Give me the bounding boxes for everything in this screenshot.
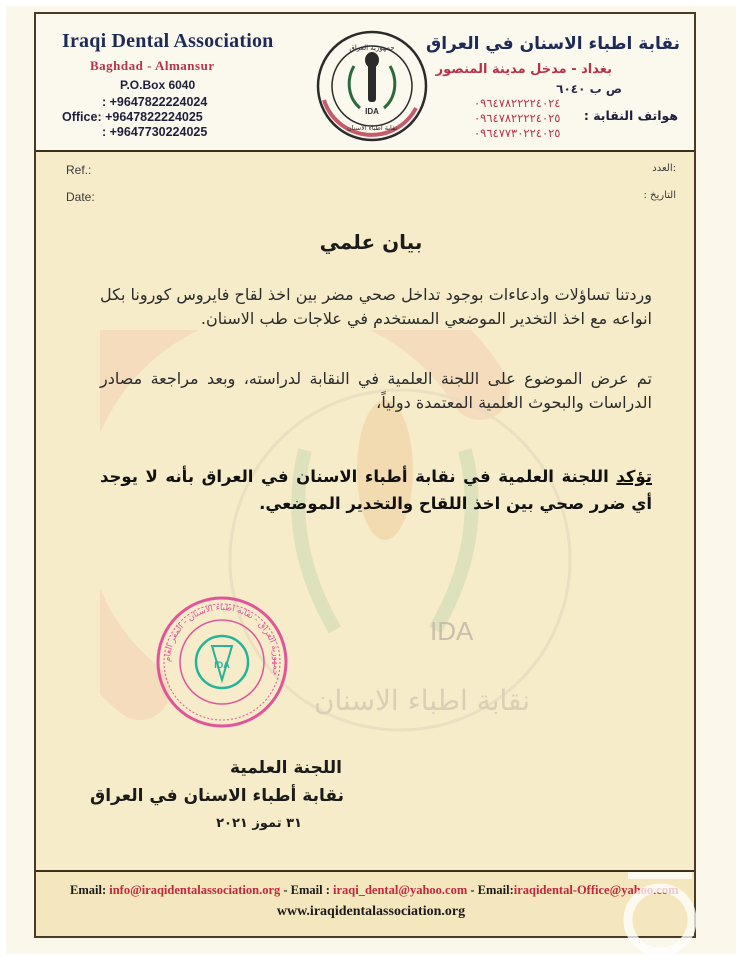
footer-divider <box>36 870 694 872</box>
paragraph-3 <box>100 463 652 517</box>
footer-emails <box>70 883 679 898</box>
signature-org: نقابة أطباء الاسنان في العراق <box>90 786 344 806</box>
phone-ar-3: ٠٩٦٤٧٧٣٠٢٢٤٠٢٥ <box>474 126 561 140</box>
email-separator: - Email: <box>467 883 514 897</box>
org-city-en: Baghdad - Almansur <box>90 58 215 73</box>
email-link-info[interactable]: info@iraqidentalassociation.org <box>109 883 281 897</box>
signature-date: ٣١ تموز ٢٠٢١ <box>216 816 302 831</box>
phone-row-3 <box>102 125 207 139</box>
paragraph-2: تم عرض الموضوع على اللجنة العلمية في النقابة لدراسته، وبعد مراجعة مصادر الدراسات والبحوث العلمية المعتمدة دولياً، <box>100 369 652 412</box>
emphasis-word: تؤكد <box>616 467 652 486</box>
phone-number: : +9647822224024 <box>102 95 208 109</box>
header-divider <box>36 150 694 152</box>
phone-row-1 <box>102 95 207 109</box>
org-name-en: Iraqi Dental Association <box>62 30 274 52</box>
footer-website[interactable]: www.iraqidentalassociation.org <box>276 904 466 919</box>
date-label-ar: التاريخ : <box>643 190 676 201</box>
org-city-ar: بغداد - مدخل مدينة المنصور <box>435 62 612 77</box>
association-logo <box>316 30 428 142</box>
logo-center-text: IDA <box>365 107 379 116</box>
email-label: Email: <box>70 883 110 897</box>
email-link-office[interactable]: iraqidental-Office@yahoo.com <box>513 883 679 897</box>
phone-ar-1: ٠٩٦٤٧٨٢٢٢٢٤٠٢٤ <box>474 96 561 110</box>
ref-label-ar: :العدد <box>652 163 676 174</box>
phone-number: : +9647822224025 <box>97 110 203 124</box>
logo-bottom-text: نقابة اطباء الاسنان <box>346 124 398 132</box>
paragraph-1: وردتنا تساؤلات وادعاءات بوجود تداخل صحي مضر بين اخذ لقاح فايروس كورونا بكل انواعه مع اخذ التخدير الموضعي المستخدم في علاجات طب الاسنان. <box>100 285 652 328</box>
org-pobox-ar: ص ب ٦٠٤٠ <box>556 82 622 96</box>
ref-label: Ref.: <box>66 163 92 177</box>
corner-watermark <box>600 850 730 960</box>
email-link-yahoo[interactable]: iraqi_dental@yahoo.com <box>333 883 468 897</box>
watermark-center-text: IDA <box>430 616 474 646</box>
phone-label: Office <box>62 110 98 124</box>
stamp-center-text: IDA <box>214 660 230 670</box>
email-separator: - Email : <box>280 883 334 897</box>
paragraph-3-text: اللجنة العلمية في نقابة أطباء الاسنان في العراق بأنه لا يوجد أي ضرر صحي بين اخذ اللقاح والتخدير الموضعي. <box>100 467 652 513</box>
org-pobox-en: P.O.Box 6040 <box>120 78 196 92</box>
stamp-outer-text: جمهورية العراق - نقابة اطباء الاسنان - المقر العام <box>162 602 282 677</box>
official-stamp <box>154 594 290 730</box>
phone-number: : +9647730224025 <box>102 125 208 139</box>
date-label: Date: <box>66 190 95 204</box>
signature-committee: اللجنة العلمية <box>230 758 342 778</box>
letter-title: بيان علمي <box>319 230 423 254</box>
phone-row-2 <box>62 110 203 124</box>
watermark-bottom-text: نقابة اطباء الاسنان <box>313 684 530 717</box>
phones-label-ar: هواتف النقابة : <box>583 108 678 123</box>
logo-top-text: جمهورية العراق <box>349 44 395 52</box>
phone-ar-2: ٠٩٦٤٧٨٢٢٢٢٤٠٢٥ <box>474 111 561 125</box>
org-name-ar: نقابة اطباء الاسنان في العراق <box>426 34 680 54</box>
